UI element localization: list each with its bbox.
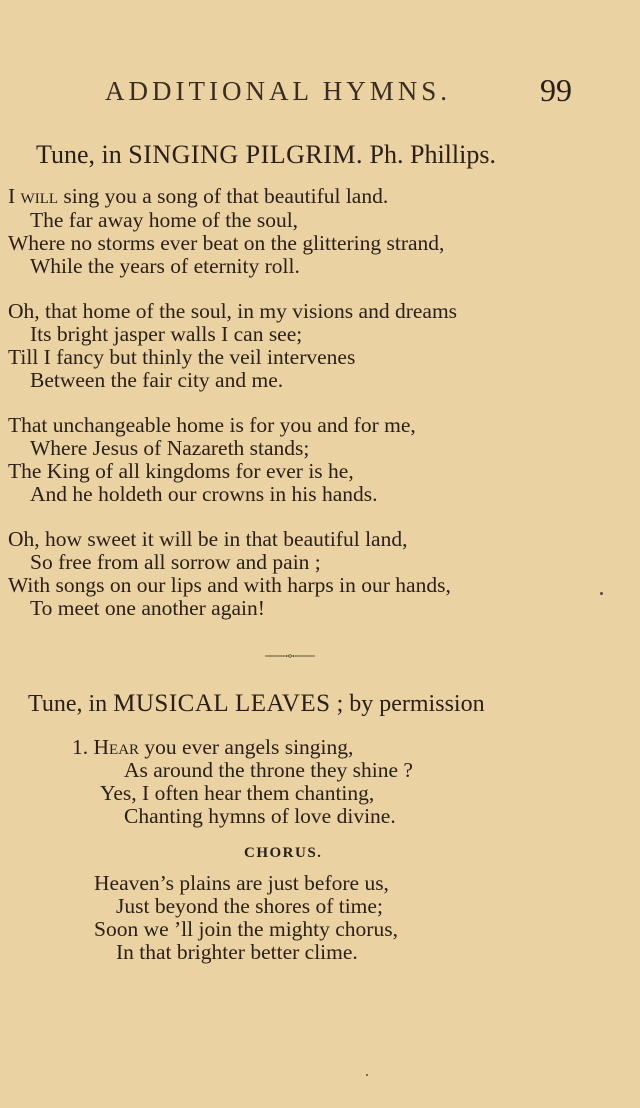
verse3-line3: The King of all kingdoms for ever is he, [8, 459, 354, 483]
verse4-line3: With songs on our lips and with harps in our hands, [8, 573, 451, 597]
hymn2-tune-line [28, 690, 485, 718]
verse4-line4: To meet one another again! [30, 596, 265, 620]
tune-in: in [101, 140, 122, 169]
verse1-line2: The far away home of the soul, [30, 208, 299, 232]
verse3-line1: That unchangeable home is for you and for me, [8, 413, 416, 437]
verse1-line1: I will sing you a song of that beautiful land. [8, 184, 389, 208]
page-number: 99 [540, 72, 572, 108]
verse1-line4: While the years of eternity roll. [30, 254, 300, 278]
paper-speck [366, 1074, 368, 1076]
verse4-line2: So free from all sorrow and pain ; [30, 550, 321, 574]
paper-speck [600, 592, 603, 595]
tune-prefix: Tune, [28, 691, 83, 717]
chorus-line3: Soon we ’ll join the mighty chorus, [94, 917, 398, 941]
verse2-line2: Its bright jasper walls I can see; [30, 322, 303, 346]
tune-name: MUSICAL LEAVES [113, 690, 331, 717]
verse2-line4: Between the fair city and me. [30, 368, 284, 392]
h2-verse1-line2: As around the throne they shine ? [124, 758, 413, 782]
h2-verse1-line4: Chanting hymns of love divine. [124, 804, 396, 828]
verse3-line4: And he holdeth our crowns in his hands. [30, 482, 378, 506]
chorus-label: CHORUS. [244, 845, 323, 861]
chorus-line1: Heaven’s plains are just before us, [94, 871, 389, 895]
ornament-divider [228, 654, 352, 658]
verse3-line2: Where Jesus of Nazareth stands; [30, 436, 310, 460]
tune-prefix: Tune, [36, 140, 96, 169]
verse-first-word: I will [8, 184, 59, 208]
verse4-line1: Oh, how sweet it will be in that beautiful land, [8, 527, 408, 551]
chorus-line2: Just beyond the shores of time; [116, 894, 383, 918]
verse1-line3: Where no storms ever beat on the glittering strand, [8, 231, 445, 255]
verse2-line3: Till I fancy but thinly the veil intervenes [8, 345, 356, 369]
h2-verse1-line3: Yes, I often hear them chanting, [100, 781, 375, 805]
chorus-line4: In that brighter better clime. [116, 940, 358, 964]
tune-in: in [88, 691, 108, 717]
composer: Ph. Phillips. [369, 140, 496, 169]
verse-first-word: Hear [93, 735, 140, 759]
verse-number: 1. [72, 735, 89, 759]
tune-name: SINGING PILGRIM. [128, 140, 364, 169]
page-header [0, 72, 640, 112]
running-title: ADDITIONAL HYMNS. [105, 76, 451, 106]
hymn1-tune-line [36, 140, 496, 170]
verse2-line1: Oh, that home of the soul, in my visions and dreams [8, 299, 458, 323]
tune-suffix: ; by permission [336, 691, 485, 717]
h2-verse1-line1: 1. Hear you ever angels singing, [72, 735, 354, 759]
